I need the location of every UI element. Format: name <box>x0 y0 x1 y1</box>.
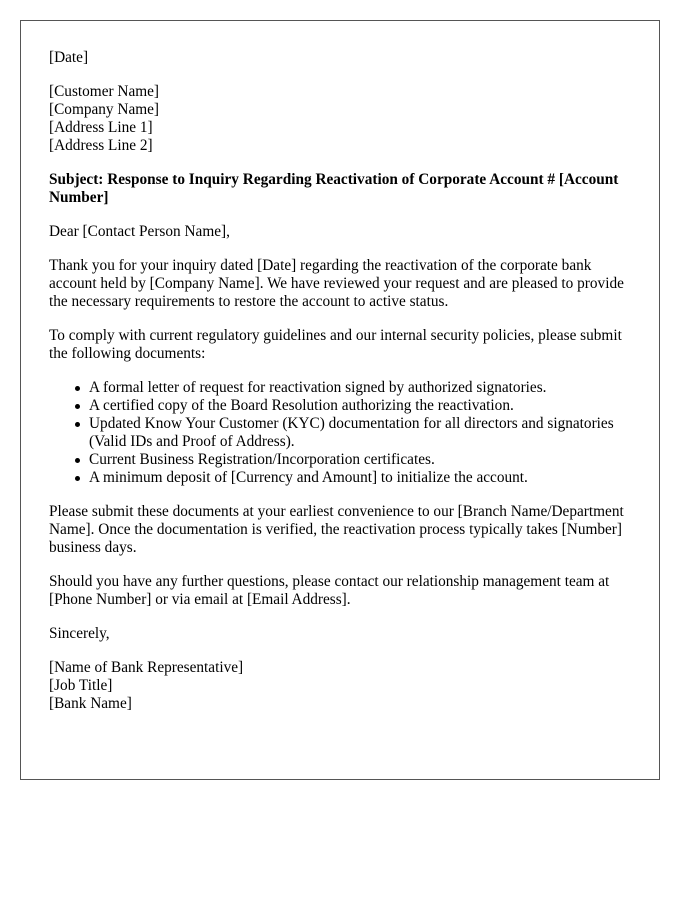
signature-job-title: [Job Title] <box>49 677 113 694</box>
letter-salutation: Dear [Contact Person Name], <box>49 223 230 240</box>
body-paragraph-intro: Thank you for your inquiry dated [Date] regarding the reactivation of the corporate bank account held by [Company Name]. We have reviewed your request and are pleased to provide the necessary requirements to restore the account to active status. <box>49 257 624 310</box>
letter-date: [Date] <box>49 49 89 66</box>
requirements-list-item: A certified copy of the Board Resolution authorizing the reactivation. <box>89 397 639 415</box>
recipient-address-line-1: [Address Line 1] <box>49 119 153 136</box>
signature-representative-name: [Name of Bank Representative] <box>49 659 244 676</box>
body-paragraph-submission: Please submit these documents at your earliest convenience to our [Branch Name/Department Name]. Once the documentation is verified, the reactivation process typically takes [Number] business days. <box>49 503 624 556</box>
letter-frame <box>20 20 660 780</box>
signature-block <box>49 659 639 713</box>
requirements-list-item: Current Business Registration/Incorporation certificates. <box>89 451 639 469</box>
body-paragraph-requirements-intro: To comply with current regulatory guidelines and our internal security policies, please submit the following documents: <box>49 327 622 362</box>
letter-body <box>49 49 639 729</box>
signature-bank-name: [Bank Name] <box>49 695 132 712</box>
body-paragraph-contact: Should you have any further questions, please contact our relationship management team at [Phone Number] or via email at [Email Address]. <box>49 573 610 608</box>
recipient-company-name: [Company Name] <box>49 101 160 118</box>
recipient-customer-name: [Customer Name] <box>49 83 160 100</box>
recipient-address-block <box>49 83 639 155</box>
requirements-list-item: Updated Know Your Customer (KYC) documentation for all directors and signatories (Valid IDs and Proof of Address). <box>89 415 639 451</box>
letter-subject: Subject: Response to Inquiry Regarding Reactivation of Corporate Account # [Account Number] <box>49 171 619 206</box>
recipient-address-line-2: [Address Line 2] <box>49 137 153 154</box>
requirements-list-item: A minimum deposit of [Currency and Amount] to initialize the account. <box>89 469 639 487</box>
requirements-list-item: A formal letter of request for reactivation signed by authorized signatories. <box>89 379 639 397</box>
letter-closing: Sincerely, <box>49 625 110 642</box>
requirements-list <box>49 379 639 487</box>
